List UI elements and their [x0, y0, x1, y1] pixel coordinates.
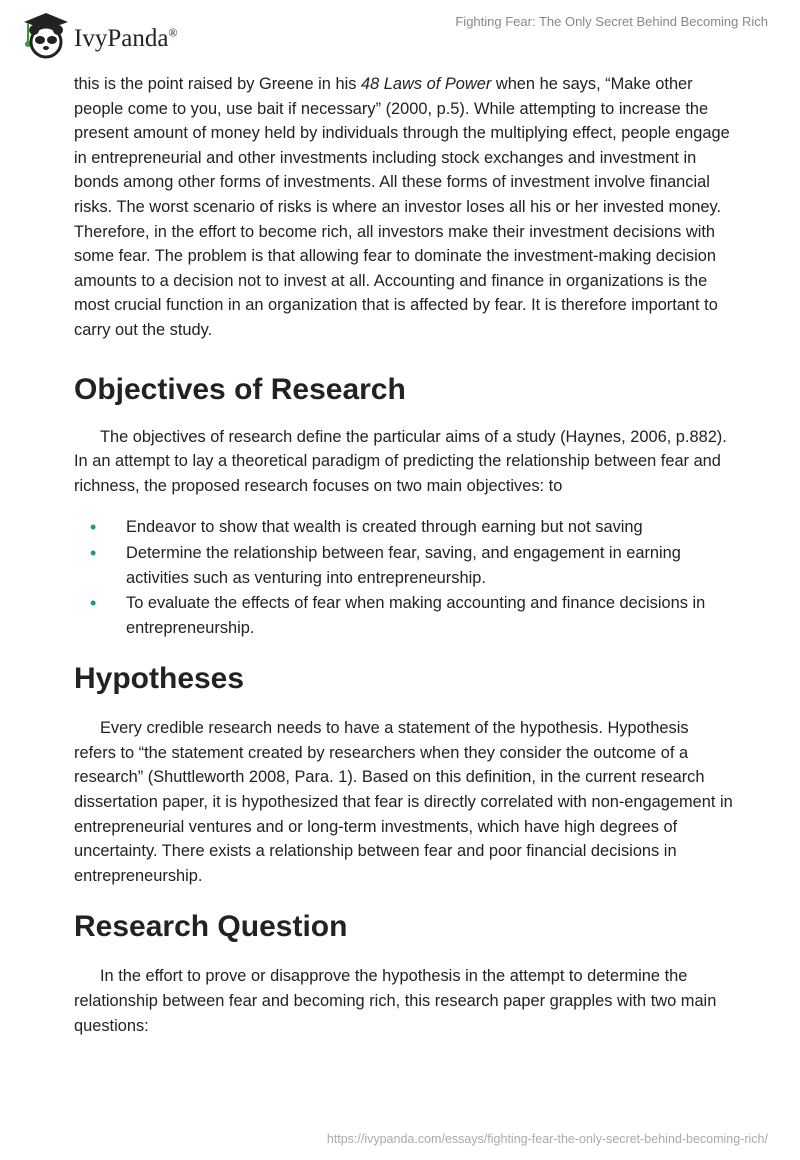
registered-mark: ® [168, 25, 178, 40]
text: when he says, “Make other people come to you, use bait if necessary” (2000, p.5). While attempting to increase the present amount of money held by individuals through the multiplying effect, people engage in entrepreneurial and other investments including stock exchanges and investment in bonds among other forms of investments. All these forms of investment involve financial risks. The worst scenario of risks is where an investor loses all his or her invested money. Therefore, in the effort to become rich, all investors make their investment decisions with some fear. The problem is that allowing fear to dominate the investment-making decision amounts to a decision not to invest at all. Accounting and finance in organizations is the most crucial function in an organization that is affected by fear. It is therefore important to carry out the study. [74, 75, 730, 339]
list-item-text: Endeavor to show that wealth is created through earning but not saving [126, 518, 643, 537]
heading-research-question: Research Question [74, 910, 348, 944]
ivypanda-logo[interactable] [20, 10, 178, 60]
objectives-list [74, 515, 734, 640]
heading-hypotheses: Hypotheses [74, 662, 245, 696]
source-url[interactable]: https://ivypanda.com/essays/fighting-fear-the-only-secret-behind-becoming-rich/ [326, 1132, 768, 1146]
bullet-icon: • [90, 517, 97, 538]
heading-objectives: Objectives of Research [74, 372, 406, 406]
document-title: Fighting Fear: The Only Secret Behind Becoming Rich [455, 14, 768, 29]
objectives-paragraph: The objectives of research define the particular aims of a study (Haynes, 2006, p.882). In an attempt to lay a theoretical paradigm of predicting the relationship between fear and richness, the proposed research focuses on two main objectives: to [74, 427, 727, 495]
list-item [74, 515, 734, 540]
bullet-icon: • [90, 593, 97, 614]
list-item-text: To evaluate the effects of fear when making accounting and finance decisions in entrepreneurship. [126, 594, 706, 637]
brand-name: IvyPanda [74, 25, 169, 52]
text: this is the point raised by Greene in his [74, 75, 361, 93]
essay-content [74, 72, 734, 1038]
list-item-text: Determine the relationship between fear, saving, and engagement in earning activities such as venturing into entrepreneurship. [126, 543, 681, 587]
panda-graduate-icon [20, 10, 70, 60]
hypotheses-paragraph: Every credible research needs to have a statement of the hypothesis. Hypothesis refers to “the statement created by researchers when they consider the outcome of a research” (Shuttleworth 2008, Para. 1). Based on this definition, in the current research dissertation paper, it is hypothesized that fear is directly correlated with non-engagement in entrepreneurial ventures and or long-term investments, which have high degrees of uncertainty. There exists a relationship between fear and poor financial decisions in entrepreneurship. [74, 719, 733, 885]
intro-paragraph [74, 72, 734, 343]
list-item [74, 541, 734, 590]
research-question-paragraph: In the effort to prove or disapprove the hypothesis in the attempt to determine the relationship between fear and becoming rich, this research paper grapples with two main questions: [74, 967, 717, 1035]
bullet-icon: • [90, 542, 97, 563]
list-item [74, 591, 734, 640]
book-title: 48 Laws of Power [361, 75, 492, 93]
